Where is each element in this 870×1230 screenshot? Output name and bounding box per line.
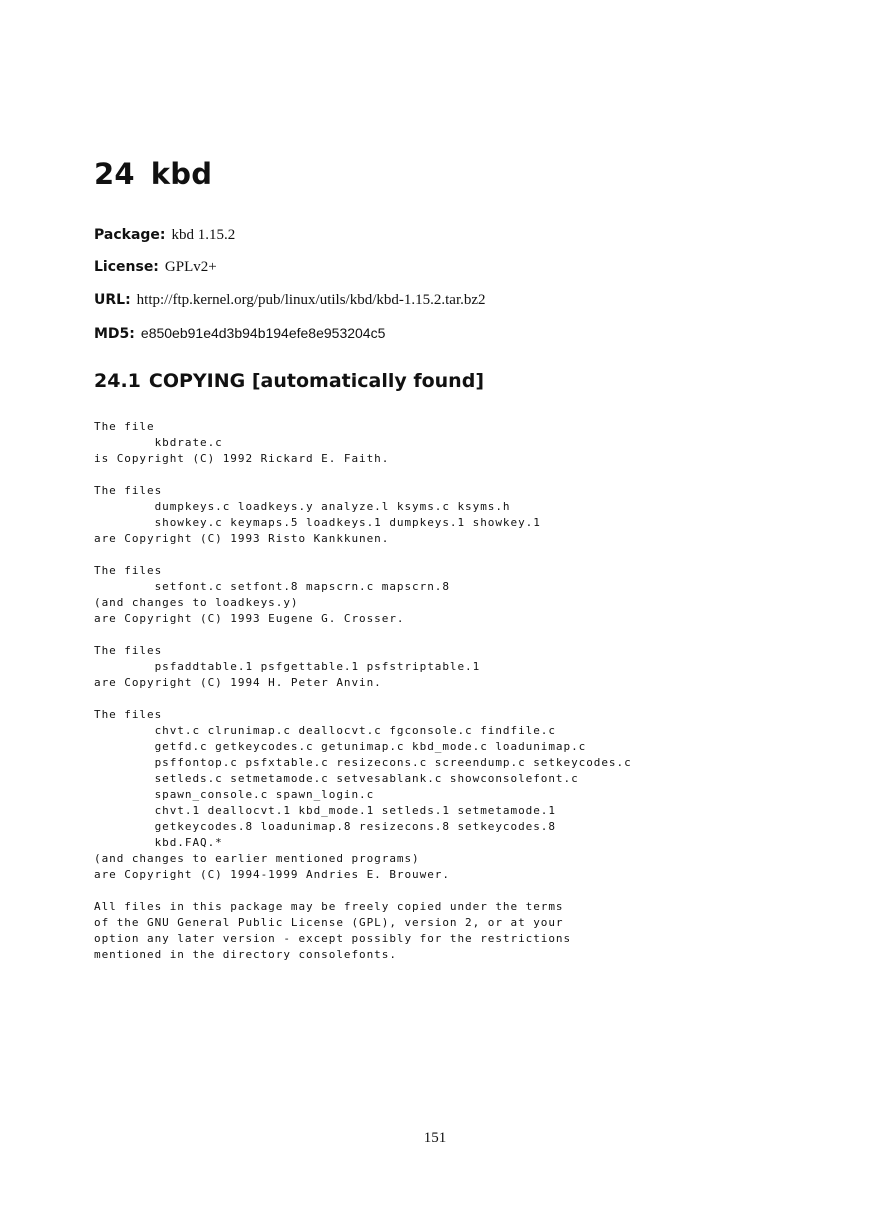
md5-line (94, 323, 385, 344)
page-number: 151 (423, 1130, 447, 1146)
md5-value: e850eb91e4d3b94b194efe8e953204c5 (140, 325, 386, 341)
package-label: Package: (94, 227, 166, 243)
section-number: 24.1 (94, 370, 141, 392)
section-name: COPYING [automatically found] (148, 370, 484, 392)
url-value[interactable]: http://ftp.kernel.org/pub/linux/utils/kbd/kbd-1.15.2.tar.bz2 (136, 292, 486, 308)
md5-label: MD5: (94, 326, 135, 342)
url-label: URL: (94, 292, 131, 308)
package-line (94, 225, 235, 245)
chapter-title (94, 154, 212, 194)
copying-text-block: The file kbdrate.c is Copyright (C) 1992 Rickard E. Faith. The files dumpkeys.c loadkeys.y analyze.l ksyms.c ksyms.h showkey.c keymaps.5 loadkeys.1 dumpkeys.1 showkey.1 are Copyright (C) 1993 Risto Kankkunen. The files setfont.c setfont.8 mapscrn.c mapscrn.8 (and changes to loadkeys.y) are Copyright (C) 1993 Eugene G. Crosser. The files psfaddtable.1 psfgettable.1 psfstriptable.1 are Copyright (C) 1994 H. Peter Anvin. The files chvt.c clrunimap.c deallocvt.c fgconsole.c findfile.c getfd.c getkeycodes.c getunimap.c kbd_mode.c loadunimap.c psffontop.c psfxtable.c resizecons.c screendump.c setkeycodes.c setleds.c setmetamode.c setvesablank.c showconsolefont.c spawn_console.c spawn_login.c chvt.1 deallocvt.1 kbd_mode.1 setleds.1 setmetamode.1 getkeycodes.8 loadunimap.8 resizecons.8 setkeycodes.8 kbd.FAQ.* (and changes to earlier mentioned programs) are Copyright (C) 1994-1999 Andries E. Brouwer. All files in this package may be freely copied under the terms of the GNU General Public License (GPL), version 2, or at your option any later version - except possibly for the restrictions mentioned in the directory consolefonts. (94, 420, 632, 961)
section-title (94, 367, 484, 395)
license-label: License: (94, 259, 159, 275)
license-value: GPLv2+ (164, 259, 217, 275)
chapter-number: 24 (94, 157, 135, 191)
package-value: kbd 1.15.2 (171, 227, 236, 243)
url-line (94, 290, 486, 310)
chapter-name: kbd (150, 157, 213, 191)
license-line (94, 257, 217, 277)
